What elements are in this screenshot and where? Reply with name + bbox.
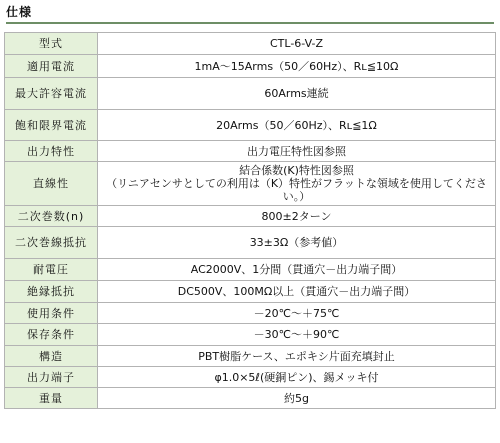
spec-value: 結合係数(K)特性図参照 （リニアセンサとしての利用は（K）特性がフラットな領域を使用してください。）	[106, 164, 487, 203]
spec-value: CTL-6-V-Z	[98, 33, 496, 55]
spec-row-construction	[5, 346, 496, 367]
spec-label: 使用条件	[5, 303, 98, 324]
spec-row-secondary-resistance	[5, 227, 496, 259]
spec-row-withstand-voltage	[5, 259, 496, 281]
spec-row-model	[5, 33, 496, 55]
spec-row-weight	[5, 388, 496, 409]
spec-row-output-characteristic	[5, 141, 496, 162]
spec-row-insulation-resistance	[5, 281, 496, 303]
spec-label: 構造	[5, 346, 98, 367]
spec-label: 出力特性	[5, 141, 98, 162]
spec-table	[4, 32, 496, 409]
spec-label: 絶縁抵抗	[5, 281, 98, 303]
spec-row-saturation-current	[5, 110, 496, 141]
spec-value: 1mA～15Arms（50／60Hz）、Rʟ≦10Ω	[98, 55, 496, 78]
spec-value: DC500V、100MΩ以上（貫通穴－出力端子間）	[98, 281, 496, 303]
spec-value: AC2000V、1分間（貫通穴－出力端子間）	[98, 259, 496, 281]
spec-row-secondary-turns	[5, 206, 496, 227]
spec-row-storage-conditions	[5, 324, 496, 346]
spec-row-applicable-current	[5, 55, 496, 78]
spec-label: 最大許容電流	[5, 78, 98, 110]
spec-label: 耐電圧	[5, 259, 98, 281]
spec-value: 出力電圧特性図参照	[98, 141, 496, 162]
spec-row-max-current	[5, 78, 496, 110]
section-heading: 仕様	[6, 5, 33, 19]
spec-label: 二次巻線抵抗	[5, 227, 98, 259]
spec-value: －30℃～＋90℃	[98, 324, 496, 346]
spec-label: 重量	[5, 388, 98, 409]
spec-value: φ1.0×5ℓ(硬銅ピン)、錫メッキ付	[98, 367, 496, 388]
spec-label: 出力端子	[5, 367, 98, 388]
spec-value: PBT樹脂ケース、エポキシ片面充填封止	[98, 346, 496, 367]
spec-label: 飽和限界電流	[5, 110, 98, 141]
spec-value: 60Arms連続	[98, 78, 496, 110]
spec-row-operating-conditions	[5, 303, 496, 324]
spec-row-linearity	[5, 162, 496, 206]
spec-value: 800±2ターン	[98, 206, 496, 227]
spec-label: 直線性	[5, 162, 98, 206]
spec-label: 適用電流	[5, 55, 98, 78]
heading-divider	[6, 22, 494, 24]
spec-label: 保存条件	[5, 324, 98, 346]
spec-label: 型式	[5, 33, 98, 55]
spec-value: －20℃～＋75℃	[98, 303, 496, 324]
spec-value: 33±3Ω（参考値）	[98, 227, 496, 259]
spec-value: 20Arms（50／60Hz）、Rʟ≦1Ω	[98, 110, 496, 141]
spec-row-output-terminal	[5, 367, 496, 388]
spec-value: 約5g	[98, 388, 496, 409]
spec-label: 二次巻数(n)	[5, 206, 98, 227]
